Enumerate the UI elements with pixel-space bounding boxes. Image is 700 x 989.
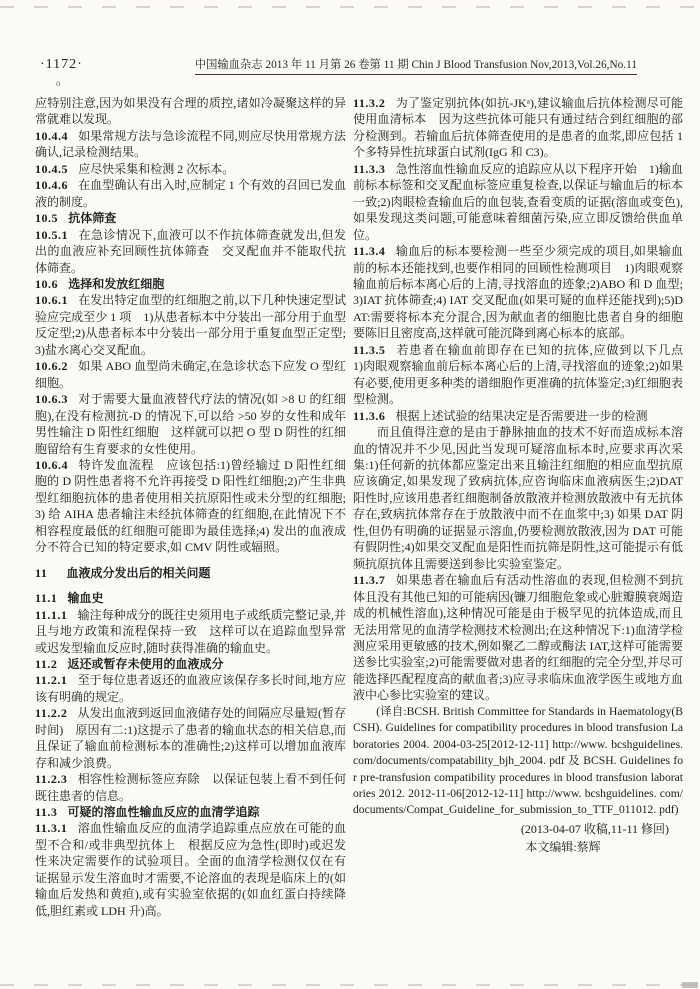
section-number: 11.3.5: [353, 342, 386, 357]
section-number: 10.4.4: [35, 128, 68, 143]
section-number: 10.4.6: [35, 178, 68, 193]
section-11.3: 11.3 可疑的溶血性输血反应的血清学追踪: [35, 805, 260, 820]
paragraph: 应特别注意,因为如果没有合理的质控,诸如冷凝聚这样的异常就难以发现。: [35, 96, 346, 127]
section-10.6.1: 10.6.1 在发出特定血型的红细胞之前,以下几种快速定型试验应完成至少 1 项 1)从患者标本中分装出一部分用于血型反定型;2)从患者标本中分装出一部分用于重复血型正定型;3)盐水离心交叉配血。: [35, 293, 346, 357]
section-number: 11.1: [35, 591, 58, 606]
section-number: 11.3.6: [353, 408, 386, 423]
section-11.2.2: 11.2.2 从发出血液到返回血液储存处的间隔应尽量短(暂存时间) 原因有二:1)这提示了患者的输血状态的相关信息,而且保证了输血前检测标本的准确性;2)这样可以增加血液库存和减少浪费。: [35, 706, 346, 770]
section-number: 11: [35, 565, 48, 580]
section-11.2.3: 11.2.3 相容性检测标签应弃除 以保证包装上看不到任何既往患者的信息。: [35, 772, 346, 803]
paragraph: 本文编辑:蔡辉: [525, 840, 601, 855]
section-11.3.4: 11.3.4 输血后的标本要检测一些至少须完成的项目,如果输血前的标本还能找到,也要作相同的回顾性检测项目 1)肉眼观察输血前后标本离心后的上清,寻找溶血的迹象;2)ABO 和 D 血型;3)IAT 抗体筛查;4) IAT 交叉配血(如果可疑的血样还能找到);5)DAT:需要将标本充分混合,因为献血者的细胞比患者自身的细胞要陈旧且密度高,这样就可能沉降到离心标本的底部。: [353, 244, 683, 341]
section-number: 10.6: [35, 276, 58, 291]
section-10.4.6: 10.4.6 在血型确认有出入时,应制定 1 个有效的召回已发血液的制度。: [35, 178, 346, 209]
right-column: [353, 95, 696, 955]
left-column: [35, 95, 346, 955]
section-number: 11.3.7: [353, 573, 386, 588]
section-number: 11.3.2: [353, 96, 386, 110]
section-number: 11.2.1: [35, 673, 68, 688]
section-number: 10.5: [35, 211, 58, 226]
section-10.5: 10.5 抗体筛查: [35, 211, 117, 226]
section-number: 11.2: [35, 656, 58, 671]
scan-artifact-bottom: [0, 984, 700, 986]
section-11.1: 11.1 输血史: [35, 591, 104, 606]
section-10.6: 10.6 选择和发放红细胞: [35, 276, 165, 291]
section-10.6.2: 10.6.2 如果 ABO 血型尚未确定,在急诊状态下应发 O 型红细胞。: [35, 359, 346, 390]
section-number: 10.5.1: [35, 227, 68, 242]
section-number: 10.6.1: [35, 293, 68, 308]
section-10.4.4: 10.4.4 如果常规方法与急诊流程不同,则应尽快用常规方法确认,记录检测结果。: [35, 128, 346, 160]
scan-speck: o: [56, 78, 61, 88]
article-body: [35, 95, 696, 955]
paragraph: (译自:BCSH. British Committee for Standards in Haematology(BCSH). Guidelines for compatibility procedures in blood transfusion Laboratories 2004. 2004-03-25[2012-12-11] http://www. bcshguidelines. com/documents/compatability_bjh_2004. pdf 及 BCSH. Guidelines for pre-transfusion compatibility procedures in blood transfusion laboratories 2012. 2012-11-06[2012-12-11] http://www. bcshguidelines. com/documents/Compat_Guideline_for_submission_to_TTF_011012. pdf): [353, 704, 683, 817]
section-number: 11.2.3: [35, 772, 68, 787]
section-11.3.7: 11.3.7 如果患者在输血后有活动性溶血的表现,但检测不到抗体且没有其他已知的可能病因(镰刀细胞危象或心脏瓣膜衰竭造成的机械性溶血),这种情况可能是由于极罕见的抗体造成,而且无法用常见的血清学检测技术检测出;在这种情况下:1)血清学检测应采用更敏感的技术,例如聚乙二醇或酶法 IAT,这样可能需要送参比实验室;2)可能需要做对患者的红细胞的完全分型,并尽可能选择匹配程度高的献血者;3)应寻求临床血液学医生或地方血液中心参比实验室的建议。: [353, 573, 683, 703]
section-11.3.2: 11.3.2 为了鉴定别抗体(如抗-JKᵃ),建议输血后抗体检测尽可能使用血清标本 因为这些抗体可能只有通过结合到红细胞的部分检测到。若输血后抗体筛查使用的是患者的血浆,即应包括 1 个多特异性抗球蛋白试剂(IgG 和 C3)。: [353, 96, 683, 160]
page-header: [40, 56, 676, 75]
section-number: 11.3.1: [35, 821, 68, 836]
page-number: ·1172·: [40, 57, 83, 72]
section-10.4.5: 10.4.5 应尽快采集和检测 2 次标本。: [35, 161, 235, 176]
section-number: 10.6.4: [35, 457, 68, 472]
section-11: 11 血液成分发出后的相关问题: [35, 565, 211, 580]
section-number: 11.3: [35, 805, 58, 820]
section-11.3.3: 11.3.3 急性溶血性输血反应的追踪应从以下程序开始 1)输血前标本标签和交叉配血标签应重复检查,以保证与输血后的标本一致;2)肉眼检查输血后的血包装,查看变质的证据(溶血或变色),如果发现这类问题,可能意味着细菌污染,应立即反馈给供血单位。: [353, 161, 683, 242]
section-11.3.6: 11.3.6 根据上述试验的结果决定是否需要进一步的检测: [353, 408, 648, 423]
section-number: 11.1.1: [35, 607, 68, 622]
journal-title-line: 中国输血杂志 2013 年 11 月第 26 卷第 11 期 Chin J Blood Transfusion Nov,2013,Vol.26,No.11: [195, 56, 637, 75]
section-number: 10.4.5: [35, 161, 68, 176]
scan-artifact-top: [0, 6, 700, 8]
section-11.2.1: 11.2.1 至于每位患者返还的血液应该保存多长时间,地方应该有明确的规定。: [35, 673, 346, 704]
section-number: 10.6.2: [35, 359, 68, 374]
section-number: 11.3.3: [353, 161, 386, 176]
section-number: 11.3.4: [353, 244, 386, 259]
section-11.2: 11.2 返还或暂存未使用的血液成分: [35, 656, 224, 671]
section-11.3.1: 11.3.1 溶血性输血反应的血清学追踪重点应放在可能的血型不合和/或非典型抗体上 根据反应为急性(即时)或迟发性来决定需要作的试验项目。全面的血清学检测仅仅在有证据显示发生溶血时才需要,不论溶血的表现是临床上的(如输血后发热和黄疸),或有实验室依据的(如血红蛋白持续降低,胆红素或 LDH 升)高。: [35, 821, 346, 918]
paragraph: 而且值得注意的是由于静脉抽血的技术不好而造成标本溶血的情况并不少见,因此当发现可疑溶血标本时,应要求再次采集:1)任何新的抗体都应鉴定出来且输注红细胞的相应血型抗原应该确定,如果发现了致病抗体,应咨询临床血液病医生;2)DAT 阳性时,应该用患者红细胞制备放散液并检测放散液中有无抗体存在,致病抗体常存在于放散液中而不在血浆中;3) 如果 DAT 阴性,但仍有明确的证据显示溶血,仍要检测放散液,因为 DAT 可能有假阴性;4)如果交叉配血是阳性而抗筛是阴性,这可能提示有低频抗原抗体且需要送到参比实验室鉴定。: [353, 425, 683, 571]
section-number: 11.2.2: [35, 706, 68, 721]
paragraph: (2013-04-07 收稿,11-11 修回): [520, 821, 669, 836]
section-10.6.3: 10.6.3 对于需要大量血液替代疗法的情况(如 >8 U 的红细胞),在没有检测抗-D 的情况下,可以给 >50 岁的女性和成年男性输注 D 阳性红细胞 这样就可以把 O 型 D 阴性的红细胞留给有生育要求的女性使用。: [35, 392, 346, 456]
section-11.1.1: 11.1.1 输注每种成分的既往史须用电子或纸质完整记录,并且与地方政策和流程保持一致 这样可以在追踪血型异常或迟发型输血反应时,随时获得准确的输血史。: [35, 607, 346, 655]
section-number: 10.6.3: [35, 392, 68, 407]
section-10.5.1: 10.5.1 在急诊情况下,血液可以不作抗体筛查就发出,但发出的血液应补充回顾性抗体筛查 交叉配血并不能取代抗体筛查。: [35, 227, 346, 275]
section-11.3.5: 11.3.5 若患者在输血前即存在已知的抗体,应做到以下几点 1)肉眼观察输血前后标本离心后的上清,寻找溶血的迹象;2)如果有必要,使用更多种类的谱细胞作更准确的抗体鉴定;3)红细胞表型检测。: [353, 342, 696, 407]
section-10.6.4: 10.6.4 特许发血流程 应该包括:1)曾经输过 D 阳性红细胞的 D 阴性患者将不允许再接受 D 阳性红细胞;2)产生非典型红细胞抗体的患者使用相关抗原阳性或未分型的红细胞;3) 给 AIHA 患者输注未经抗体筛查的红细胞,在此情况下不相容程度最低的红细胞可能即为最佳选择;4) 发出的血液成分不符合已知的特定要求,如 CMV 阴性或辐照。: [35, 457, 346, 555]
